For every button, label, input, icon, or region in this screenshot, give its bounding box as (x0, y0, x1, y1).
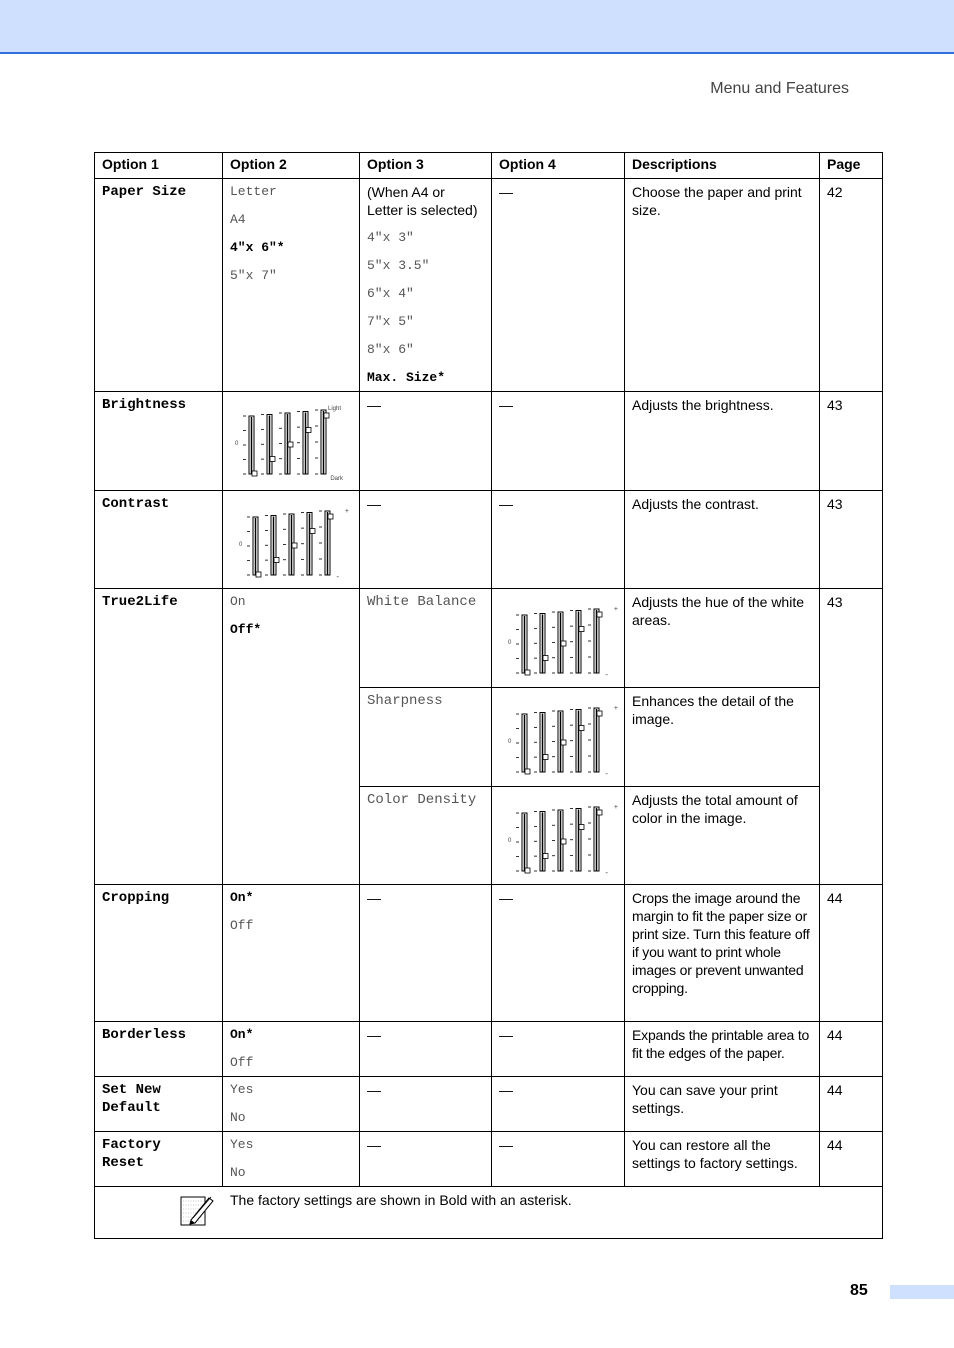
page-cell: 43 (820, 491, 883, 589)
option-value: 8"x 6" (367, 342, 414, 357)
option-value: No (230, 1165, 246, 1180)
option2-cell (223, 1077, 360, 1132)
sharpness-scale-icon (504, 700, 620, 780)
column-header: Option 3 (360, 153, 492, 179)
description-cell: You can save your print settings. (625, 1077, 820, 1132)
slider-zero-label: 0 (508, 838, 512, 844)
option1-cell: Factory Reset (95, 1132, 223, 1187)
slider-zero-label: 0 (508, 640, 512, 646)
empty-dash: — (499, 184, 513, 200)
page-cell: 44 (820, 1022, 883, 1077)
option2-cell (223, 392, 360, 491)
description-cell: Adjusts the hue of the white areas. (625, 589, 820, 688)
option4-cell (492, 491, 625, 589)
option-value: Yes (230, 1082, 254, 1097)
option-value: 5"x 7" (230, 268, 277, 283)
option4-cell (492, 885, 625, 1022)
empty-dash: — (499, 890, 513, 906)
table-row (95, 392, 883, 491)
empty-dash: — (367, 1027, 381, 1043)
contrast-scale-icon (235, 503, 351, 583)
option-value: Yes (230, 1137, 254, 1152)
option-value: 7"x 5" (367, 314, 414, 329)
option4-cell (492, 1077, 625, 1132)
table-header-row (95, 153, 883, 179)
option1-cell: True2Life (95, 589, 223, 885)
column-header: Option 1 (95, 153, 223, 179)
option4-cell (492, 787, 625, 885)
option-value: Off (230, 918, 254, 933)
description-cell: Expands the printable area to fit the edges of the paper. (625, 1022, 820, 1077)
option4-cell (492, 1132, 625, 1187)
option-value: A4 (230, 212, 246, 227)
table-row (95, 1077, 883, 1132)
option3-cell (360, 1022, 492, 1077)
option1-cell: Set New Default (95, 1077, 223, 1132)
empty-dash: — (499, 397, 513, 413)
slider-bottom-label: - (336, 572, 339, 581)
slider-bottom-label: Dark (330, 476, 343, 482)
slider-top-label: Light (327, 406, 341, 412)
description-cell: Enhances the detail of the image. (625, 688, 820, 787)
page-number: 85 (850, 1282, 868, 1299)
top-banner (0, 0, 954, 54)
menu-table (94, 152, 883, 1239)
option1-cell: Brightness (95, 392, 223, 491)
description-cell: Adjusts the brightness. (625, 392, 820, 491)
slider-zero-label: 0 (508, 739, 512, 745)
option-value-default: 4"x 6"* (230, 240, 285, 255)
slider-zero-label: 0 (239, 542, 243, 548)
empty-dash: — (367, 890, 381, 906)
option3-cell (360, 491, 492, 589)
option-value: 4"x 3" (367, 230, 414, 245)
page-cell: 44 (820, 1132, 883, 1187)
option3-cell (360, 179, 492, 392)
page-cell: 44 (820, 885, 883, 1022)
page-cell: 43 (820, 589, 883, 885)
description-cell: Adjusts the total amount of color in the image. (625, 787, 820, 885)
option1-cell: Paper Size (95, 179, 223, 392)
option3-cell (360, 1077, 492, 1132)
option3-cell (360, 392, 492, 491)
option2-cell (223, 589, 360, 885)
description-cell: Crops the image around the margin to fit the paper size or print size. Turn this feature off if you want to print whole images or prevent unwanted cropping. (625, 885, 820, 1022)
option-value: Letter (230, 184, 277, 199)
option2-cell (223, 179, 360, 392)
table-row (95, 1022, 883, 1077)
slider-bottom-label: - (605, 670, 608, 679)
option3-note: (When A4 or Letter is selected) (367, 184, 478, 218)
empty-dash: — (367, 496, 381, 512)
slider-zero-label: 0 (235, 441, 239, 447)
option4-cell (492, 179, 625, 392)
option4-cell (492, 589, 625, 688)
option4-cell (492, 688, 625, 787)
empty-dash: — (367, 397, 381, 413)
option-value-default: On* (230, 1027, 254, 1042)
option2-cell (223, 1132, 360, 1187)
option2-cell (223, 491, 360, 589)
option1-cell: Borderless (95, 1022, 223, 1077)
page-number-tab (890, 1285, 954, 1299)
page-cell: 43 (820, 392, 883, 491)
option3-cell (360, 1132, 492, 1187)
slider-top-label: + (344, 508, 349, 515)
empty-dash: — (367, 1137, 381, 1153)
description-cell: You can restore all the settings to factory settings. (625, 1132, 820, 1187)
table-row (95, 179, 883, 392)
option-value: 6"x 4" (367, 286, 414, 301)
option3-cell (360, 885, 492, 1022)
color-density-scale-icon (504, 799, 620, 879)
brightness-scale-icon (231, 402, 347, 482)
slider-top-label: + (613, 606, 618, 613)
option2-cell (223, 885, 360, 1022)
option-value: 5"x 3.5" (367, 258, 430, 273)
column-header: Option 2 (223, 153, 360, 179)
option-value-default: Max. Size* (367, 370, 446, 385)
table-row (95, 491, 883, 589)
table-row (95, 885, 883, 1022)
table-row (95, 589, 883, 688)
white-balance-scale-icon (504, 601, 620, 681)
page-header-title: Menu and Features (710, 80, 849, 97)
option-value: Off (230, 1055, 254, 1070)
option3-cell: Sharpness (360, 688, 492, 787)
table-row (95, 1132, 883, 1187)
page-cell: 42 (820, 179, 883, 392)
note-cell (95, 1187, 883, 1239)
option-value-default: On* (230, 890, 254, 905)
description-cell: Adjusts the contrast. (625, 491, 820, 589)
note-pencil-icon (179, 1193, 215, 1227)
empty-dash: — (499, 1137, 513, 1153)
slider-top-label: + (613, 705, 618, 712)
empty-dash: — (499, 496, 513, 512)
option-value-default: Off* (230, 622, 262, 637)
empty-dash: — (499, 1082, 513, 1098)
option1-cell: Cropping (95, 885, 223, 1022)
empty-dash: — (367, 1082, 381, 1098)
slider-top-label: + (613, 804, 618, 811)
slider-bottom-label: - (605, 769, 608, 778)
note-row (95, 1187, 883, 1239)
column-header: Option 4 (492, 153, 625, 179)
column-header: Page (820, 153, 883, 179)
option-value: No (230, 1110, 246, 1125)
page-cell: 44 (820, 1077, 883, 1132)
description-cell: Choose the paper and print size. (625, 179, 820, 392)
option4-cell (492, 392, 625, 491)
slider-bottom-label: - (605, 868, 608, 877)
empty-dash: — (499, 1027, 513, 1043)
note-text: The factory settings are shown in Bold with an asterisk. (230, 1192, 572, 1208)
option3-cell: White Balance (360, 589, 492, 688)
column-header: Descriptions (625, 153, 820, 179)
option3-cell: Color Density (360, 787, 492, 885)
option2-cell (223, 1022, 360, 1077)
option1-cell: Contrast (95, 491, 223, 589)
option4-cell (492, 1022, 625, 1077)
option-value: On (230, 594, 246, 609)
